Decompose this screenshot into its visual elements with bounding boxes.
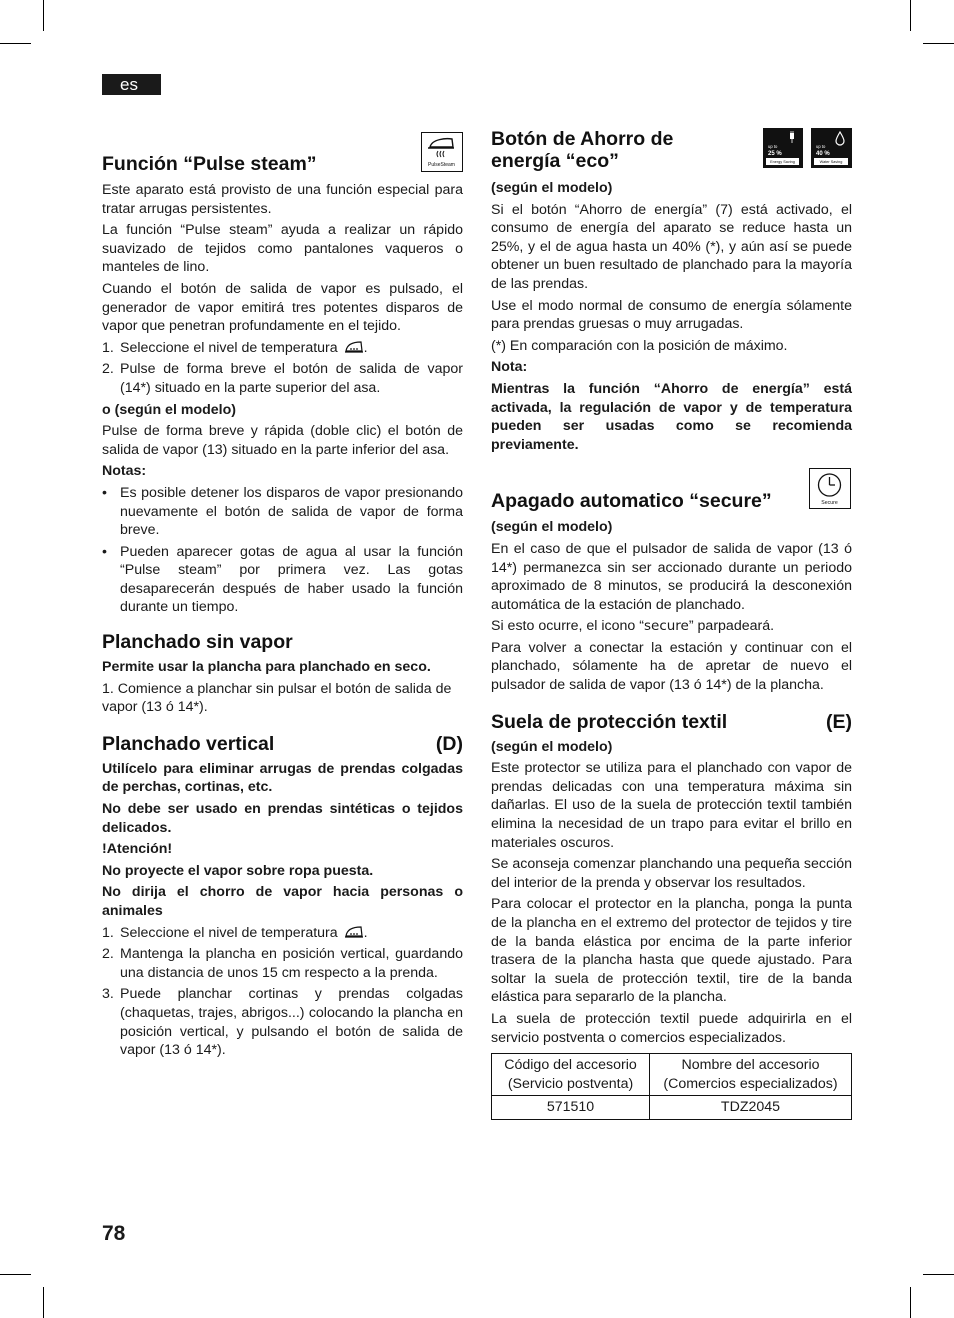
eco-section [491,126,852,454]
vertical-b4: No proyecte el vapor sobre ropa puesta. [102,862,374,879]
textile-sole-title: Suela de protección textil (E) [491,710,852,733]
sole-p2: Se aconseja comenzar planchando una pequeña sección del interior de la prenda y observar los resultados. [491,856,852,891]
temperature-icon [342,924,364,940]
right-column [491,126,852,1120]
list-item: 2. Pulse de forma breve el botón de salida de vapor (14*) situado en la parte superior del asa. [102,361,463,396]
list-item: 3. Puede planchar cortinas y prendas colgadas (chaquetas, trajes, abrigos...) colocando la plancha en posición vertical, y pulsando el botón de salida de vapor (13 ó 14*). [102,986,463,1059]
secure-model: (según el modelo) [491,519,613,536]
crop-mark [43,1287,44,1318]
vertical-ironing-tag: (D) [435,732,463,755]
pulse-steam-steps [102,339,463,398]
dry-ironing-bold: Permite usar la plancha para planchado en seco. [102,659,431,676]
svg-text:25 %: 25 % [768,151,782,157]
svg-text:40 %: 40 % [816,151,830,157]
table-header: Código del accesorio (Servicio postventa) [492,1054,650,1096]
vertical-b3: !Atención! [102,841,173,858]
crop-mark [910,1287,911,1318]
vertical-ironing-section [102,733,463,1060]
crop-mark [43,0,44,31]
secure-title: Apagado automatico “secure” [491,490,772,513]
vertical-b2: No debe ser usado en prendas sintéticas o tejidos delicados. [102,801,463,836]
pulse-steam-p3: Cuando el botón de salida de vapor es pulsado, el generador de vapor emitirá tres potentes disparos de vapor que penetran profundamente en el tejido. [102,280,463,335]
sole-p3: Para colocar el protector en la plancha, ponga la punta de la plancha en el extremo del protector de tejidos y tire de la banda elástica por encima de la parte inferior trasera de la plancha hasta que quede ajustado. Para soltar la suela de protección textil, tire de la banda elástica para separarlo de la plancha. [491,896,852,1006]
table-row [492,1054,852,1096]
textile-sole-section [491,711,852,1120]
eco-note: Mientras la función “Ahorro de energía” está activada, la regulación de vapor y de temperatura pueden ser usadas como se recomienda previamente. [491,380,852,453]
eco-p1: Si el botón “Ahorro de energía” (7) está activado, el consumo de energía del aparato se reduce hasta un 25%, y el de agua hasta un 40% (*), y aún así se puede obtener un buen resultado de planchado para la mayoría de las prendas. [491,201,852,292]
eco-title: Botón de Ahorro de energía “eco” [491,128,674,172]
dry-ironing-section [102,631,463,717]
eco-p2: Use el modo normal de consumo de energía sólamente para prendas gruesas o muy arrugadas. [491,297,852,333]
or-model-label: o (según el modelo) [102,401,236,418]
temperature-icon [342,339,364,355]
dry-ironing-title: Planchado sin vapor [102,631,293,654]
secure-word: secure [643,618,689,635]
list-item: 1. Seleccione el nivel de temperatura . [102,924,368,941]
pulse-steam-title: Función “Pulse steam” [102,153,317,175]
list-item: 2. Mantenga la plancha en posición vertical, guardando una distancia de unos 15 cm respecto a la prenda. [102,946,463,981]
table-cell: 571510 [492,1096,650,1120]
pulse-steam-p1: Este aparato está provisto de una función especial para tratar arrugas persistentes. [102,182,463,217]
svg-text:Energy Saving: Energy Saving [770,160,795,165]
vertical-b1: Utilícelo para eliminar arrugas de prendas colgadas de perchas, cortinas, etc. [102,760,463,796]
crop-mark [923,1274,954,1275]
dry-ironing-step: 1. Comience a planchar sin pulsar el botón de salida de vapor (13 ó 14*). [102,680,452,716]
table-cell: TDZ2045 [650,1096,852,1120]
secure-p2: Si esto ocurre, el icono “secure” parpadeará. [491,618,775,635]
vertical-ironing-title: Planchado vertical (D) [102,732,463,755]
eco-note-title: Nota: [491,359,528,376]
vertical-steps [102,924,463,1060]
language-tag: es [102,74,161,95]
pulse-steam-p4: Pulse de forma breve y rápida (doble clic) el botón de salida de vapor (13) situado en la parte inferior del asa. [102,423,463,458]
crop-mark [0,1274,31,1275]
pulse-steam-p2: La función “Pulse steam” ayuda a realizar un rápido suavizado de tejidos como pantalones vaqueros o manteles de lino. [102,222,463,276]
sole-p1: Este protector se utiliza para el planchado con vapor de prendas delicadas con una temperatura máxima sin dañarlas. El uso de la suela de protección textil también elimina la necesidad de un trapo para evitar el brillo en materiales oscuros. [491,760,852,851]
secure-p1: En el caso de que el pulsador de salida de vapor (13 ó 14*) permanezca sin ser accionado durante un periodo aproximado de 8 minutos, se producirá la desconexión automática de la estación de planchado. [491,540,852,613]
sole-model: (según el modelo) [491,738,613,755]
textile-sole-tag: (E) [826,710,852,733]
left-column [102,126,463,1063]
crop-mark [0,43,31,44]
svg-text:Water Saving: Water Saving [819,160,843,165]
pulse-steam-section [102,126,463,617]
secure-section [491,468,852,694]
table-header: Nombre del accesorio (Comercios especializados) [650,1054,852,1096]
svg-text:Secure: Secure [821,500,838,507]
svg-text:up to: up to [816,144,826,149]
list-item: 1. Seleccione el nivel de temperatura . [102,339,368,356]
list-item: • Es posible detener los disparos de vapor presionando nuevamente el botón de salida de vapor de forma breve. [102,484,463,539]
page-number: 78 [102,1222,126,1245]
pulse-steam-icon-label: PulseSteam [428,162,455,168]
crop-mark [923,43,954,44]
notes-title: Notas: [102,463,147,480]
crop-mark [910,0,911,31]
svg-text:up to: up to [768,144,778,149]
table-row [492,1096,852,1120]
accessory-table [491,1053,852,1120]
sole-p4: La suela de protección textil puede adquirirla en el servicio postventa o comercios especializados. [491,1010,852,1046]
notes-list [102,484,463,617]
secure-p3: Para volver a conectar la estación y continuar con el planchado, sólamente ha de apretar de nuevo el pulsador de salida de vapor (13 ó 14*) de la plancha. [491,639,852,694]
list-item: • Pueden aparecer gotas de agua al usar la función “Pulse steam” por primera vez. Las gotas desaparecerán después de haber usado la función durante un tiempo. [102,543,463,616]
eco-p3: (*) En comparación con la posición de máximo. [491,337,788,354]
vertical-b5: No dirija el chorro de vapor hacia personas o animales [102,884,463,919]
eco-model: (según el modelo) [491,180,613,196]
